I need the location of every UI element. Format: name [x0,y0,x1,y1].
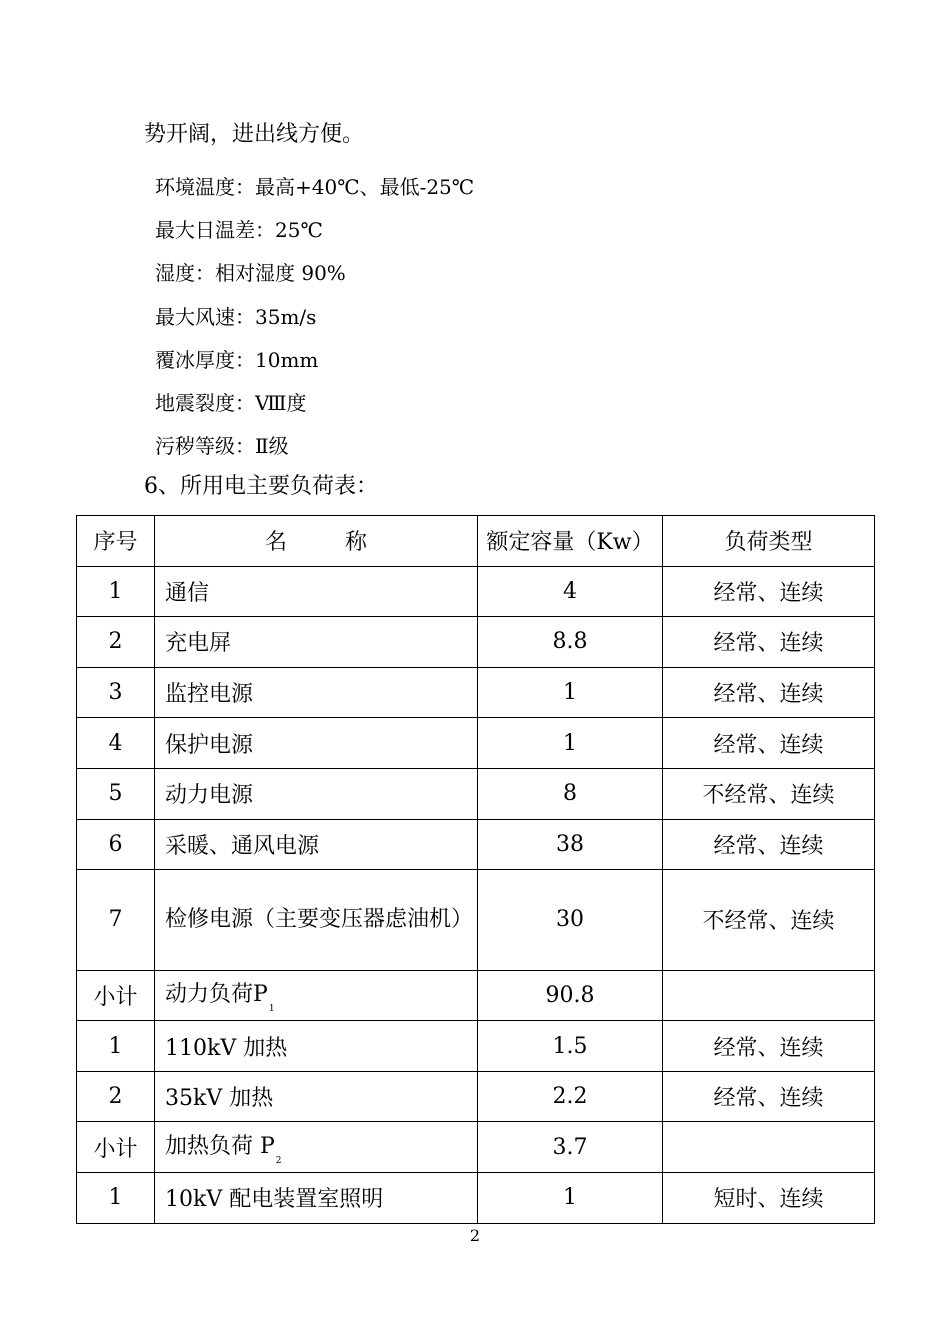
row-load-type: 不经常、连续 [663,870,875,971]
row-load-type: 经常、连续 [663,1021,875,1072]
row-name: 通信 [155,566,478,617]
row-capacity: 8 [478,768,663,819]
table-row [77,718,875,769]
row-index: 1 [77,1021,155,1072]
row-load-type: 经常、连续 [663,819,875,870]
row-load-type: 经常、连续 [663,617,875,668]
table-row [77,768,875,819]
condition-daily-temperature-difference: 最大日温差：25℃ [155,218,323,243]
load-table [76,515,875,1224]
table-row [77,566,875,617]
row-load-type [663,970,875,1021]
row-load-type: 短时、连续 [663,1173,875,1224]
row-name: 监控电源 [155,667,478,718]
header-load-type: 负荷类型 [663,516,875,567]
row-name [155,1122,478,1173]
table-header-row [77,516,875,567]
row-name-subscript: 1 [268,1003,275,1014]
row-capacity: 8.8 [478,617,663,668]
condition-seismic-intensity: 地震裂度：Ⅷ度 [155,390,307,415]
condition-max-wind-speed: 最大风速：35m/s [155,304,317,329]
row-load-type: 不经常、连续 [663,768,875,819]
row-load-type: 经常、连续 [663,1071,875,1122]
condition-humidity: 湿度：相对湿度 90% [155,261,346,286]
row-index: 1 [77,1173,155,1224]
row-index: 1 [77,566,155,617]
row-load-type: 经常、连续 [663,667,875,718]
row-name [155,970,478,1021]
row-name: 10kV 配电装置室照明 [155,1173,478,1224]
row-index: 6 [77,819,155,870]
row-index: 2 [77,1071,155,1122]
row-name-text: 动力负荷P [165,981,268,1007]
row-capacity: 38 [478,819,663,870]
table-row [77,1071,875,1122]
row-load-type: 经常、连续 [663,718,875,769]
row-index: 小计 [77,970,155,1021]
intro-text: 势开阔，进出线方便。 [144,122,365,147]
table-row [77,617,875,668]
table-row [77,667,875,718]
row-capacity: 1.5 [478,1021,663,1072]
condition-ambient-temperature: 环境温度：最高+40℃、最低-25℃ [155,175,475,199]
subtotal-row [77,970,875,1021]
row-load-type [663,1122,875,1173]
row-name: 保护电源 [155,718,478,769]
row-capacity: 2.2 [478,1071,663,1122]
row-capacity: 1 [478,718,663,769]
row-capacity: 90.8 [478,970,663,1021]
condition-pollution-level: 污秽等级：Ⅱ级 [155,434,289,459]
site-conditions-list [155,168,474,470]
header-name [155,516,478,567]
row-capacity: 4 [478,566,663,617]
table-row [77,1021,875,1072]
header-name-part1: 名 [264,530,287,556]
header-capacity: 额定容量（Kw） [478,516,663,567]
row-capacity: 1 [478,667,663,718]
row-name: 110kV 加热 [155,1021,478,1072]
row-name: 采暖、通风电源 [155,819,478,870]
row-capacity: 3.7 [478,1122,663,1173]
condition-ice-thickness: 覆冰厚度：10mm [155,347,319,372]
table-row [77,870,875,971]
section-heading: 6、所用电主要负荷表： [144,474,378,499]
row-name-subscript: 2 [275,1155,282,1166]
row-name-text: 加热负荷 P [165,1133,275,1159]
subtotal-row [77,1122,875,1173]
row-index: 2 [77,617,155,668]
table-row [77,1173,875,1224]
row-index: 3 [77,667,155,718]
row-load-type: 经常、连续 [663,566,875,617]
row-name: 动力电源 [155,768,478,819]
row-name: 检修电源（主要变压器虑油机） [155,870,478,971]
row-index: 5 [77,768,155,819]
row-name: 35kV 加热 [155,1071,478,1122]
row-index: 7 [77,870,155,971]
row-capacity: 30 [478,870,663,971]
header-index: 序号 [77,516,155,567]
row-name: 充电屏 [155,617,478,668]
page-number: 2 [469,1226,481,1245]
row-index: 4 [77,718,155,769]
row-capacity: 1 [478,1173,663,1224]
table-row [77,819,875,870]
header-name-part2: 称 [345,530,368,556]
row-index: 小计 [77,1122,155,1173]
